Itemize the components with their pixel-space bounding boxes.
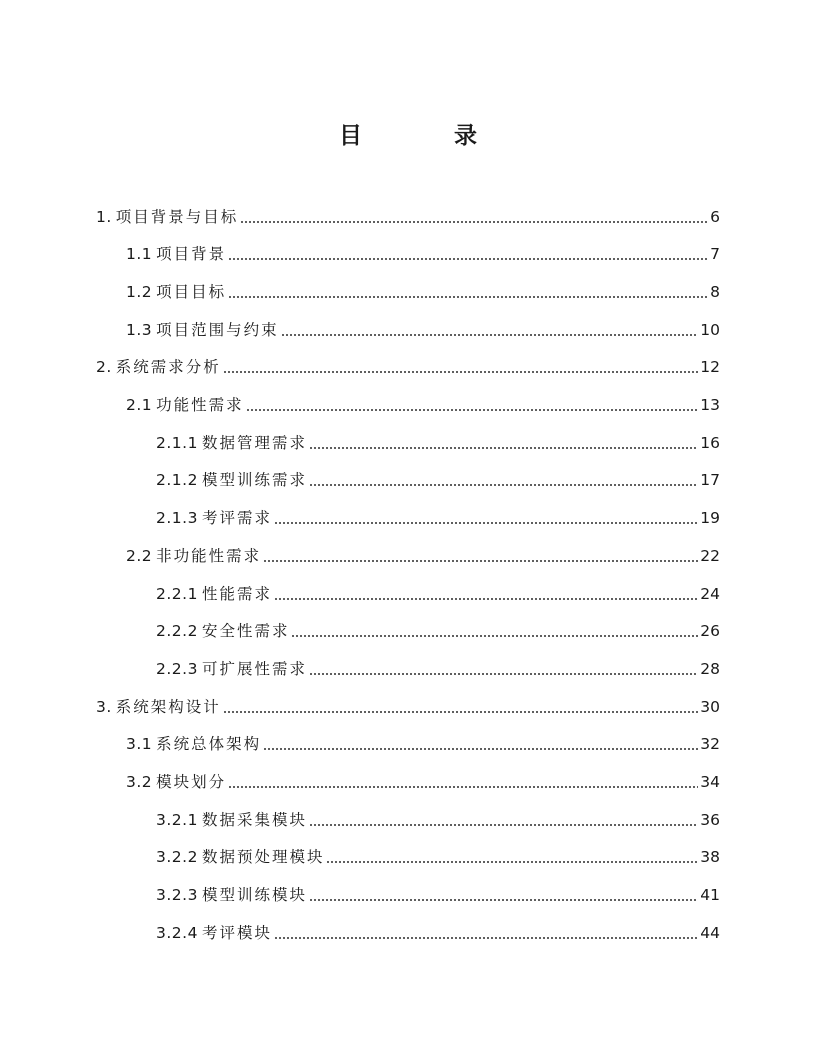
toc-dot-leader <box>223 357 698 377</box>
toc-dot-leader <box>274 508 698 528</box>
toc-entry-number: 3. <box>96 697 112 716</box>
toc-entry[interactable] <box>126 764 720 801</box>
toc-entry-label <box>96 697 221 717</box>
toc-dot-leader <box>309 885 698 905</box>
toc-entry-text: 非功能性需求 <box>156 546 262 565</box>
toc-entry-text: 安全性需求 <box>201 622 290 641</box>
toc-entry-label <box>96 357 221 377</box>
toc-entry-number: 2.1.3 <box>156 509 198 528</box>
toc-dot-leader <box>228 772 698 792</box>
toc-entry-text: 数据预处理模块 <box>201 848 325 867</box>
toc-dot-leader <box>223 697 698 717</box>
toc-dot-leader <box>263 546 698 566</box>
toc-entry-number: 2.1.1 <box>156 433 198 452</box>
toc-entry-page-number: 34 <box>700 773 720 791</box>
toc-entry-text: 项目目标 <box>156 282 227 301</box>
toc-entry-page-number: 44 <box>700 923 720 942</box>
toc-entry-label <box>156 621 289 641</box>
toc-entry-label <box>126 320 279 340</box>
toc-dot-leader <box>228 244 708 264</box>
toc-entry-number: 2.1 <box>126 396 153 414</box>
toc-entry[interactable] <box>156 877 720 914</box>
toc-entry-text: 性能需求 <box>201 584 272 603</box>
toc-entry[interactable] <box>96 349 720 386</box>
toc-entry-page-number: 36 <box>700 810 720 829</box>
toc-entry-label <box>156 847 324 867</box>
toc-entry[interactable] <box>156 613 720 650</box>
toc-entry[interactable] <box>126 311 720 348</box>
toc-entry-number: 3.2 <box>126 773 153 791</box>
toc-entry-page-number: 32 <box>700 735 720 754</box>
toc-dot-leader <box>263 734 698 754</box>
toc-entry-page-number: 26 <box>700 622 720 641</box>
toc-dot-leader <box>309 810 698 830</box>
toc-entry-label <box>126 546 261 566</box>
toc-entry-text: 模块划分 <box>156 773 227 791</box>
toc-entry[interactable] <box>96 688 720 725</box>
toc-entry-label <box>156 433 307 453</box>
toc-dot-leader <box>246 395 699 415</box>
toc-entry[interactable] <box>156 914 720 951</box>
toc-entry-page-number: 30 <box>700 697 720 716</box>
toc-entry[interactable] <box>126 387 720 424</box>
toc-entry[interactable] <box>156 650 720 687</box>
toc-entry-label <box>126 734 261 754</box>
toc-entry-number: 3.2.1 <box>156 810 198 829</box>
toc-entry-number: 3.2.2 <box>156 848 198 867</box>
toc-dot-leader <box>274 923 698 943</box>
toc-entry-label <box>156 885 307 905</box>
toc-entry-number: 1. <box>96 207 112 226</box>
toc-dot-leader <box>274 584 698 604</box>
toc-entry-number: 1.3 <box>126 320 153 339</box>
toc-title: 目 录 <box>338 123 519 149</box>
toc-entry-page-number: 28 <box>700 659 720 678</box>
toc-entry[interactable] <box>126 726 720 763</box>
toc-entry-label <box>156 470 307 490</box>
toc-entry-page-number: 8 <box>710 282 720 301</box>
toc-entry-text: 项目背景 <box>156 245 227 264</box>
toc-entry-text: 考评需求 <box>201 509 272 528</box>
toc-entry-number: 2.1.2 <box>156 471 198 490</box>
toc-dot-leader <box>309 470 698 490</box>
toc-dot-leader <box>291 621 698 641</box>
toc-entry[interactable] <box>156 575 720 612</box>
toc-entry-number: 3.2.4 <box>156 923 198 942</box>
toc-entry-number: 2.2.2 <box>156 622 198 641</box>
toc-entry-page-number: 22 <box>700 546 720 565</box>
toc-entry[interactable] <box>126 236 720 273</box>
toc-entry-label <box>156 584 272 604</box>
toc-entry-label <box>96 207 238 227</box>
toc-entry-page-number: 6 <box>710 207 720 226</box>
toc-entry-text: 数据采集模块 <box>201 810 307 829</box>
toc-entry-label <box>126 772 226 792</box>
toc-entry-page-number: 7 <box>710 245 720 264</box>
toc-entry-text: 可扩展性需求 <box>201 659 307 678</box>
toc-entry-text: 考评模块 <box>201 923 272 942</box>
toc-entry-label <box>156 810 307 830</box>
toc-entry-text: 系统需求分析 <box>115 358 221 377</box>
toc-entry-number: 2.2.3 <box>156 659 198 678</box>
toc-entry-label <box>126 395 244 415</box>
toc-entry-label <box>156 508 272 528</box>
toc-entry-text: 功能性需求 <box>156 396 244 414</box>
toc-entry[interactable] <box>126 273 720 310</box>
toc-dot-leader <box>228 282 708 302</box>
toc-entry-page-number: 41 <box>700 886 720 905</box>
toc-dot-leader <box>309 659 698 679</box>
toc-dot-leader <box>326 847 698 867</box>
toc-entry-text: 模型训练需求 <box>201 471 307 490</box>
toc-entry-text: 模型训练模块 <box>201 886 307 905</box>
toc-entry[interactable] <box>156 424 720 461</box>
toc-entry-number: 2.2.1 <box>156 584 198 603</box>
toc-entry-number: 3.1 <box>126 735 153 754</box>
toc-entry[interactable] <box>156 462 720 499</box>
toc-entry[interactable] <box>126 537 720 574</box>
toc-dot-leader <box>240 207 708 227</box>
toc-entry-text: 系统总体架构 <box>156 735 262 754</box>
toc-entry-page-number: 12 <box>700 358 720 377</box>
toc-entry-text: 项目背景与目标 <box>115 207 239 226</box>
toc-entry[interactable] <box>156 500 720 537</box>
toc-dot-leader <box>309 433 698 453</box>
toc-entry-number: 3.2.3 <box>156 886 198 905</box>
toc-entry-number: 2.2 <box>126 546 153 565</box>
toc-entry-page-number: 38 <box>700 848 720 867</box>
toc-entry-number: 1.2 <box>126 282 153 301</box>
toc-entry-page-number: 17 <box>700 471 720 490</box>
toc-entry-label <box>156 923 272 943</box>
toc-entry-page-number: 24 <box>700 584 720 603</box>
toc-entry[interactable] <box>96 198 720 235</box>
toc-entry[interactable] <box>156 839 720 876</box>
toc-entry-text: 数据管理需求 <box>201 433 307 452</box>
toc-entry-page-number: 13 <box>700 396 720 414</box>
toc-entry-label <box>156 659 307 679</box>
toc-entry-text: 项目范围与约束 <box>156 320 279 339</box>
toc-entry-label <box>126 282 226 302</box>
toc-entry-page-number: 10 <box>700 320 720 339</box>
toc-entry-number: 1.1 <box>126 245 153 264</box>
toc-entry-number: 2. <box>96 358 112 377</box>
toc-entry[interactable] <box>156 801 720 838</box>
toc-entry-page-number: 19 <box>700 509 720 528</box>
toc-entry-text: 系统架构设计 <box>115 697 221 716</box>
toc-dot-leader <box>281 320 699 340</box>
toc-entry-label <box>126 244 226 264</box>
toc-entry-page-number: 16 <box>700 433 720 452</box>
